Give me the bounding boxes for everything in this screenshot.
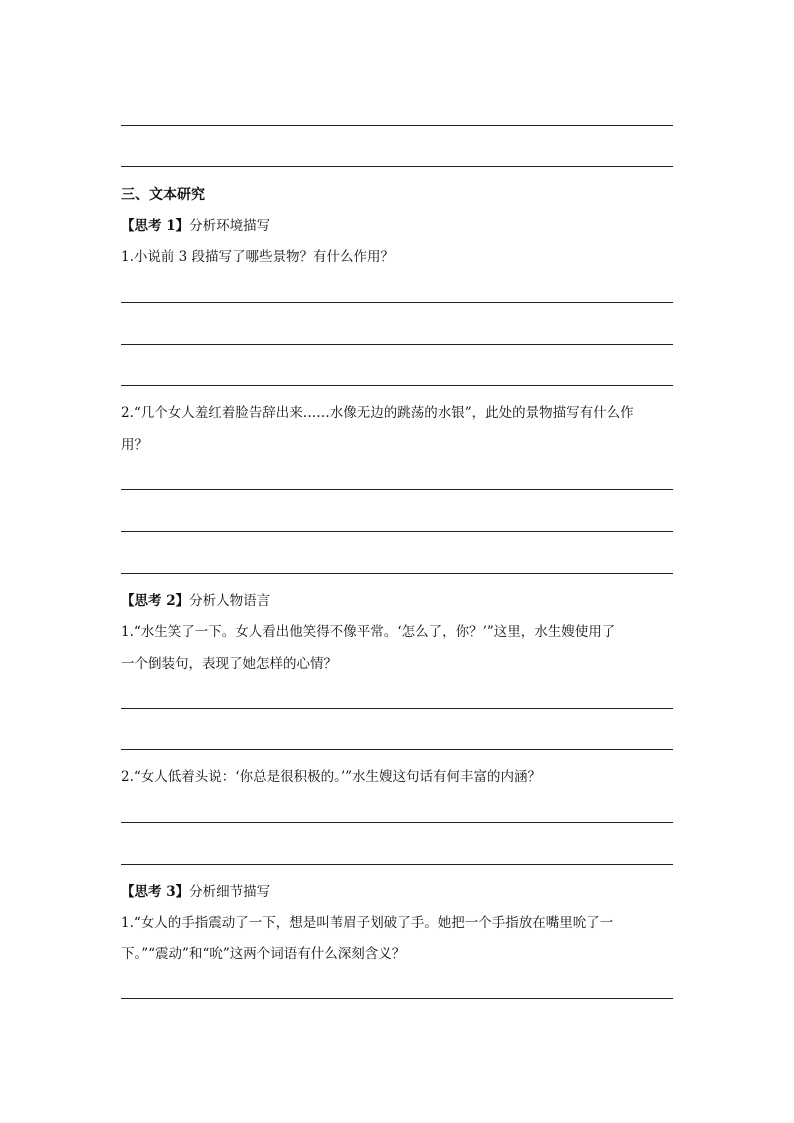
think1-heading xyxy=(121,218,270,234)
answer-line xyxy=(121,749,673,750)
think1-question-2-line2: 用？ xyxy=(121,437,148,453)
answer-line xyxy=(121,385,673,386)
think2-label: 【思考 2】 xyxy=(121,593,190,609)
section-title: 三、文本研究 xyxy=(121,187,205,203)
answer-line xyxy=(121,708,673,709)
answer-line xyxy=(121,125,673,126)
think1-topic: 分析环境描写 xyxy=(189,218,271,234)
think2-question-2: 2.“女人低着头说：‘你总是很积极的。’”水生嫂这句话有何丰富的内涵？ xyxy=(121,769,542,785)
think1-question-1: 1.小说前 3 段描写了哪些景物？有什么作用？ xyxy=(121,249,395,265)
think2-topic: 分析人物语言 xyxy=(189,593,271,609)
think2-question-1-line2: 一个倒装句，表现了她怎样的心情？ xyxy=(121,656,337,672)
think3-label: 【思考 3】 xyxy=(121,884,190,900)
answer-line xyxy=(121,166,673,167)
think1-label: 【思考 1】 xyxy=(121,218,190,234)
answer-line xyxy=(121,822,673,823)
think1-question-2-line1: 2.“几个女人羞红着脸告辞出来……水像无边的跳荡的水银”，此处的景物描写有什么作 xyxy=(121,405,634,421)
think3-question-1-line1: 1.“女人的手指震动了一下，想是叫苇眉子划破了手。她把一个手指放在嘴里吮了一 xyxy=(121,915,614,931)
think3-topic: 分析细节描写 xyxy=(189,884,271,900)
answer-line xyxy=(121,998,673,999)
answer-line xyxy=(121,489,673,490)
answer-line xyxy=(121,302,673,303)
answer-line xyxy=(121,531,673,532)
think3-question-1-line2: 下。”“震动”和“吮”这两个词语有什么深刻含义？ xyxy=(121,946,406,962)
answer-line xyxy=(121,344,673,345)
think3-heading xyxy=(121,884,270,900)
think2-heading xyxy=(121,593,270,609)
think2-question-1-line1: 1.“水生笑了一下。女人看出他笑得不像平常。‘怎么了，你？’”这里，水生嫂使用了 xyxy=(121,624,616,640)
answer-line xyxy=(121,864,673,865)
answer-line xyxy=(121,573,673,574)
